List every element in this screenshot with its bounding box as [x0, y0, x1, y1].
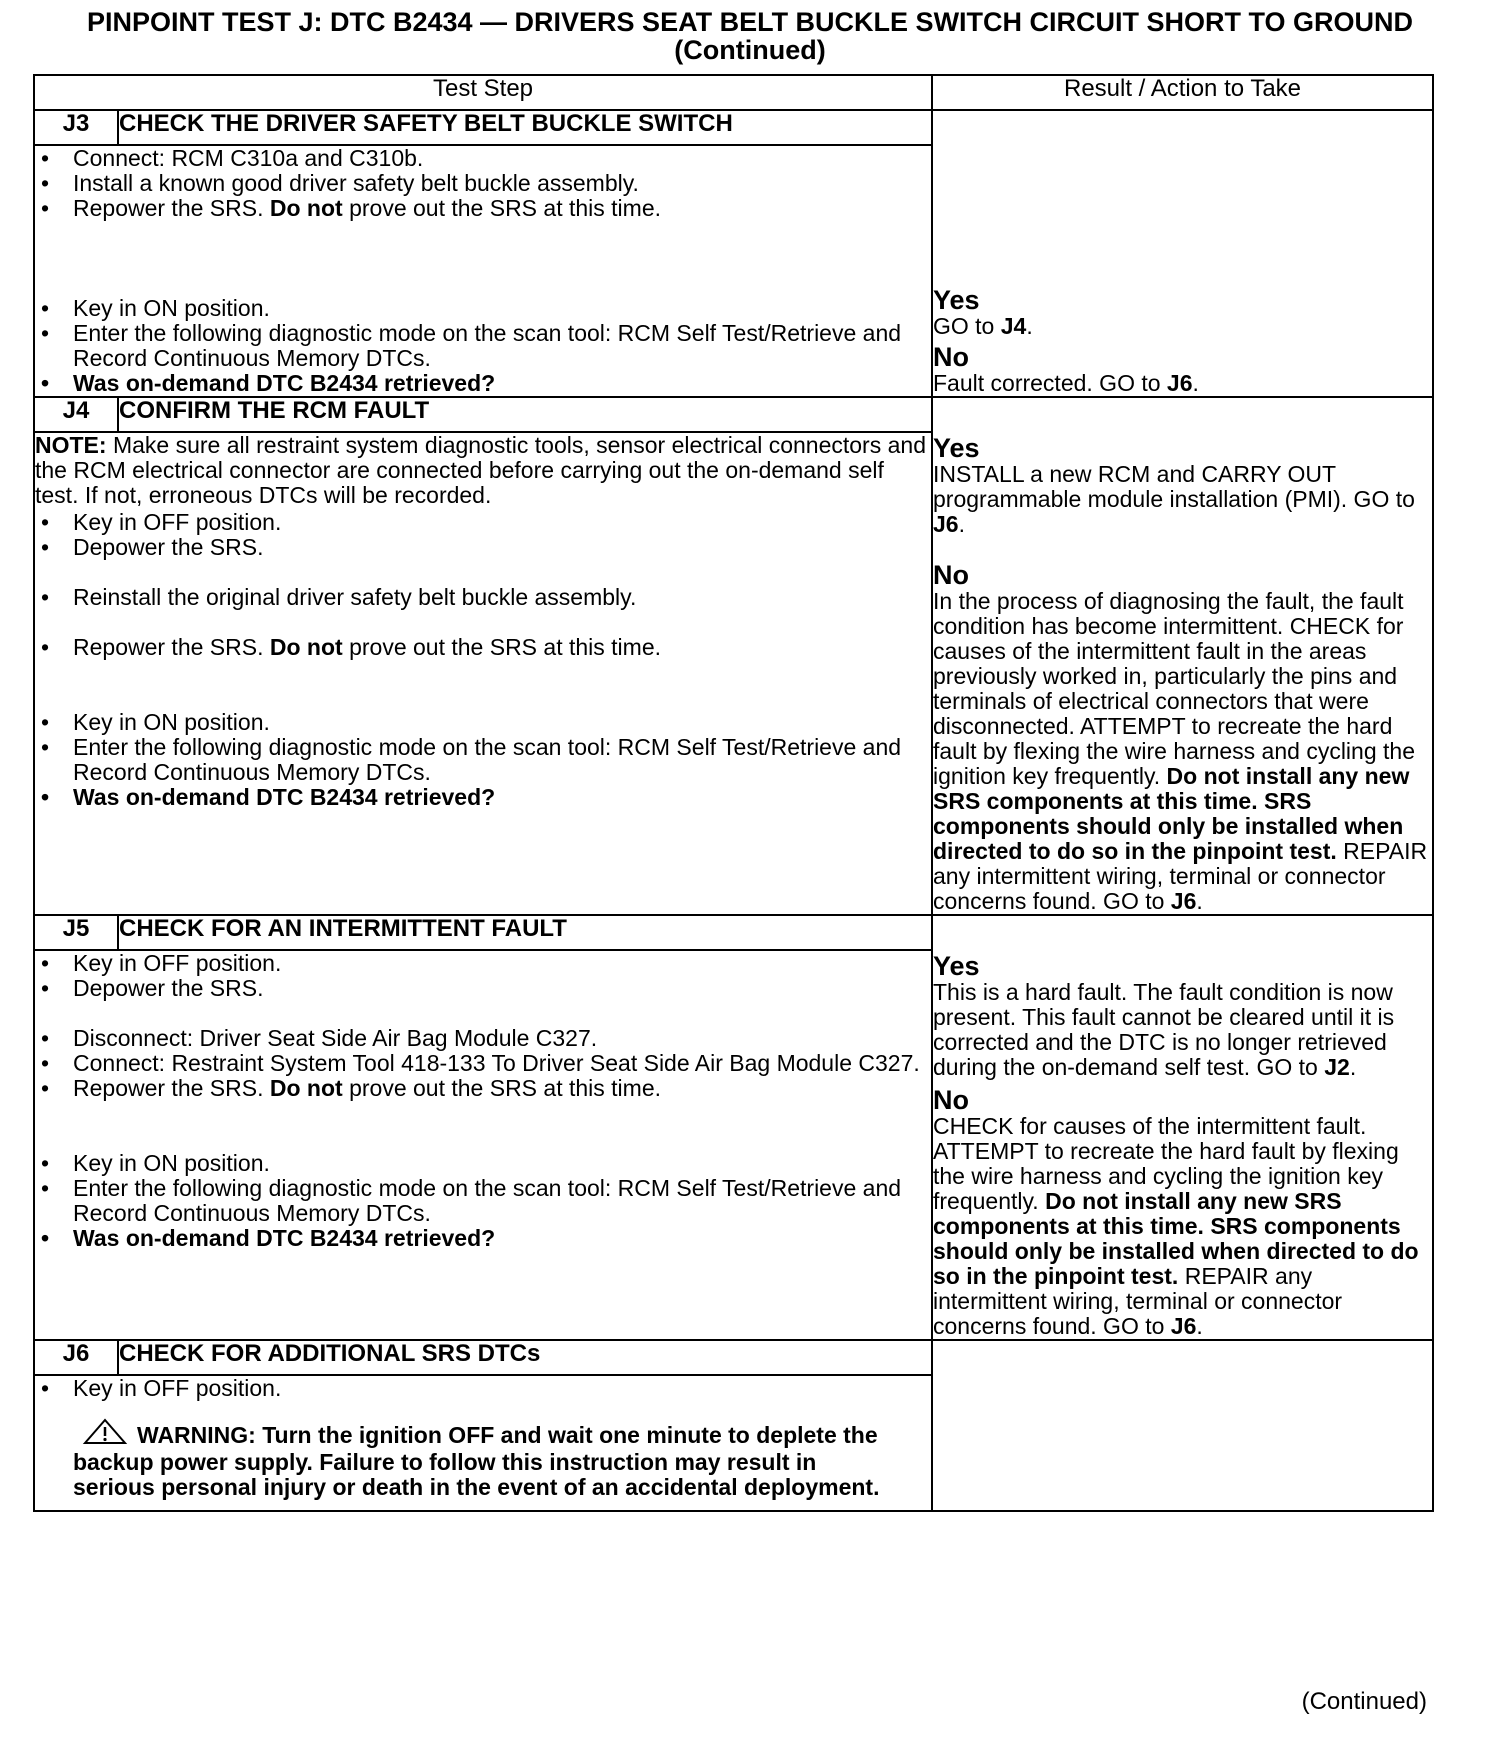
step-j4-body: [34, 432, 932, 915]
step-j4-no-post: .: [1196, 888, 1203, 914]
step-j3-yes-post: .: [1026, 313, 1033, 339]
step-j5-yes-post: .: [1349, 1054, 1357, 1080]
step-j3-list-2: [35, 296, 931, 396]
step-j3-id: J3: [34, 110, 118, 145]
step-j4-no-emphasis: Do not install any new SRS components at this time. SRS components should only be installed when directed to do so in the pinpoint test.: [933, 763, 1410, 864]
page-title-block: [20, 8, 1480, 64]
step-j4-header-row: [34, 397, 1433, 432]
step-j4-no-text-2: REPAIR any intermittent wiring, terminal or connector concerns found. GO to: [933, 838, 1428, 914]
list-item: • Key in ON position.: [35, 710, 931, 735]
step-j4-no-action: [933, 589, 1432, 914]
note-text: Make sure all restraint system diagnostic tools, sensor electrical connectors and the RCM electrical connector are connected before carrying out the on-demand self test. If not, erroneous DTCs will be recorded.: [35, 432, 926, 508]
list-item-text: Repower the SRS.: [73, 195, 270, 221]
step-j5-no-action: [933, 1114, 1432, 1339]
step-j6-id: J6: [34, 1340, 118, 1375]
step-j3-no-ref: J6: [1166, 370, 1193, 396]
step-j5-yes-ref: J2: [1324, 1054, 1350, 1080]
list-item-text: prove out the SRS at this time.: [342, 1075, 662, 1101]
list-item-text: Repower the SRS.: [73, 1075, 270, 1101]
step-j5-no-emphasis: Do not install any new SRS components at this time. SRS components should only be installed when directed to do so in the pinpoint test.: [933, 1188, 1419, 1289]
list-item: • Install a known good driver safety belt buckle assembly.: [35, 171, 931, 196]
step-j4-no-text: In the process of diagnosing the fault, the fault condition has become intermittent. CHECK for causes of the intermittent fault in the areas previously worked in, particularly the pins and terminals of electrical connectors that were disconnected. ATTEMPT to recreate the hard fault by flexing the wire harness and cycling the ignition key frequently.: [933, 588, 1415, 789]
step-j3-no-action: [933, 371, 1432, 396]
list-item-text: prove out the SRS at this time.: [342, 195, 662, 221]
list-item: • Key in OFF position.: [35, 1376, 931, 1401]
list-item-question: • Was on-demand DTC B2434 retrieved?: [35, 785, 931, 810]
step-j4-yes-action: [933, 462, 1432, 537]
list-item-emphasis: Do not: [269, 1075, 343, 1101]
step-j5-id: J5: [34, 915, 118, 950]
step-j5-result: [932, 915, 1433, 1340]
step-j3-list: [35, 146, 931, 221]
step-j4-list-3: [35, 635, 931, 660]
list-item: • Connect: RCM C310a and C310b.: [35, 146, 931, 171]
step-j6-header-row: [34, 1340, 1433, 1375]
step-j4-result: [932, 397, 1433, 915]
step-j3-title: CHECK THE DRIVER SAFETY BELT BUCKLE SWITCH: [118, 110, 932, 145]
list-item: • Depower the SRS.: [35, 976, 931, 1001]
step-j3-result: [932, 110, 1433, 397]
step-j4-list: [35, 510, 931, 560]
step-j3-header-row: [34, 110, 1433, 145]
step-j4-yes-text: INSTALL a new RCM and CARRY OUT programmable module installation (PMI). GO to: [933, 461, 1415, 512]
list-item: • Key in OFF position.: [35, 510, 931, 535]
step-j3-yes-label: Yes: [933, 285, 980, 315]
step-j5-body: [34, 950, 932, 1340]
step-j5-yes-text: This is a hard fault. The fault condition is now present. This fault cannot be cleared until it is corrected and the DTC is no longer retrieved during the on-demand self test. GO to: [933, 979, 1395, 1080]
step-j5-no-text: CHECK for causes of the intermittent fault. ATTEMPT to recreate the hard fault by flexing the wire harness and cycling the ignition key frequently.: [933, 1113, 1399, 1214]
warning-block: [35, 1417, 931, 1500]
step-j6-result: [932, 1340, 1433, 1511]
step-j4-note: [35, 433, 931, 508]
list-item: [35, 1076, 931, 1101]
result-header: Result / Action to Take: [932, 75, 1433, 110]
step-j4-yes-post: .: [958, 511, 965, 537]
list-item: [35, 635, 931, 660]
step-j3-no-text: Fault corrected. GO to: [933, 370, 1167, 396]
step-j5-list-3: [35, 1151, 931, 1251]
list-item: • Connect: Restraint System Tool 418-133 To Driver Seat Side Air Bag Module C327.: [35, 1051, 931, 1076]
step-j3-yes-text: GO to: [933, 313, 1001, 339]
step-j3-body: [34, 145, 932, 397]
continued-footer: (Continued): [1301, 1688, 1427, 1715]
step-j5-no-ref: J6: [1170, 1313, 1197, 1339]
warning-text: WARNING: Turn the ignition OFF and wait one minute to deplete the backup power supply. Failure to follow this instruction may result in serious personal injury or death in the event of an accidental deployment.: [73, 1422, 880, 1500]
list-item-emphasis: Do not: [269, 634, 343, 660]
list-item-question: • Was on-demand DTC B2434 retrieved?: [35, 1226, 931, 1251]
step-j6-list: [35, 1376, 931, 1401]
list-item: • Key in OFF position.: [35, 951, 931, 976]
step-j5-list: [35, 951, 931, 1001]
warning-triangle-icon: [81, 1417, 129, 1450]
step-j3-yes-action: [933, 314, 1432, 339]
list-item: • Reinstall the original driver safety belt buckle assembly.: [35, 585, 931, 610]
list-item: • Disconnect: Driver Seat Side Air Bag Module C327.: [35, 1026, 931, 1051]
list-item-text: Repower the SRS.: [73, 634, 270, 660]
step-j4-id: J4: [34, 397, 118, 432]
list-item: • Enter the following diagnostic mode on the scan tool: RCM Self Test/Retrieve and Record Continuous Memory DTCs.: [35, 735, 931, 785]
page-subtitle: (Continued): [674, 35, 826, 65]
list-item-question: • Was on-demand DTC B2434 retrieved?: [35, 371, 931, 396]
list-item: • Enter the following diagnostic mode on the scan tool: RCM Self Test/Retrieve and Record Continuous Memory DTCs.: [35, 1176, 931, 1226]
step-j5-list-2: [35, 1026, 931, 1101]
step-j4-yes-ref: J6: [933, 511, 959, 537]
step-j5-yes-action: [933, 980, 1432, 1080]
step-j4-list-2: [35, 585, 931, 610]
list-item: • Key in ON position.: [35, 1151, 931, 1176]
step-j5-no-text-2: REPAIR any intermittent wiring, terminal or connector concerns found. GO to: [933, 1263, 1343, 1339]
list-item: • Key in ON position.: [35, 296, 931, 321]
step-j5-title: CHECK FOR AN INTERMITTENT FAULT: [118, 915, 932, 950]
step-j4-no-ref: J6: [1170, 888, 1197, 914]
step-j5-no-post: .: [1196, 1313, 1203, 1339]
list-item-emphasis: Do not: [269, 195, 343, 221]
step-j4-title: CONFIRM THE RCM FAULT: [118, 397, 932, 432]
page-title: PINPOINT TEST J: DTC B2434 — DRIVERS SEAT BELT BUCKLE SWITCH CIRCUIT SHORT TO GROUND: [86, 7, 1414, 37]
pinpoint-test-table: [33, 74, 1434, 1512]
step-j5-header-row: [34, 915, 1433, 950]
step-j5-no-label: No: [933, 1085, 969, 1115]
list-item-text: prove out the SRS at this time.: [342, 634, 662, 660]
step-j5-yes-label: Yes: [933, 951, 980, 981]
list-item: [35, 196, 931, 221]
table-header-row: [34, 75, 1433, 110]
note-label: NOTE:: [35, 432, 107, 458]
step-j6-title: CHECK FOR ADDITIONAL SRS DTCs: [118, 1340, 932, 1375]
list-item: • Depower the SRS.: [35, 535, 931, 560]
step-j3-no-post: .: [1192, 370, 1199, 396]
step-j3-no-label: No: [933, 342, 969, 372]
step-j6-body: [34, 1375, 932, 1511]
step-j4-list-4: [35, 710, 931, 810]
step-j4-yes-label: Yes: [933, 433, 980, 463]
list-item: • Enter the following diagnostic mode on the scan tool: RCM Self Test/Retrieve and Record Continuous Memory DTCs.: [35, 321, 931, 371]
test-step-header: Test Step: [34, 75, 932, 110]
step-j3-yes-ref: J4: [1000, 313, 1027, 339]
step-j4-no-label: No: [933, 560, 969, 590]
